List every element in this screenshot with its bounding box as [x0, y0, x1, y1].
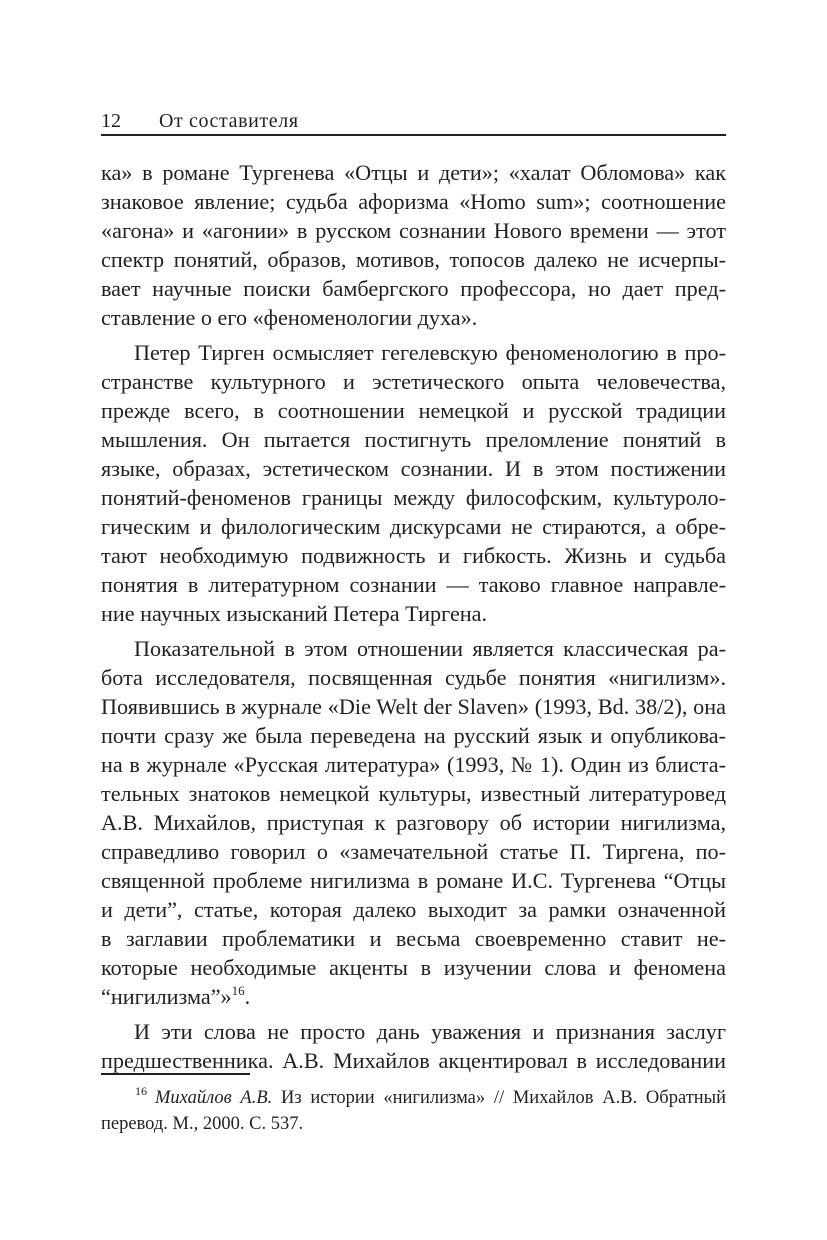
text-line: в заглавии проблематики и весьма своевременно ставит не-	[101, 926, 726, 951]
text-line-content: “нигилизма”»	[101, 984, 232, 1009]
text-line: бота исследователя, посвященная судьбе понятия «нигилизм».	[101, 665, 726, 690]
footnote-reference[interactable]: 16	[231, 983, 245, 998]
text-line: А.В. Михайлов, приступая к разговору об истории нигилизма,	[101, 810, 726, 835]
text-line: прежде всего, в соотношении немецкой и русской традиции	[101, 398, 726, 423]
footnote-line	[101, 1085, 726, 1111]
running-title: От составителя	[159, 110, 299, 132]
text-line: ставление о его «феноменологии духа».	[101, 305, 478, 330]
text-line: Петер Тирген осмысляет гегелевскую феноменологию в про-	[134, 340, 726, 365]
text-line: предшественника. А.В. Михайлов акцентировал в исследовании	[101, 1048, 726, 1073]
footnote-number: 16	[135, 1084, 147, 1098]
text-line: мышления. Он пытается постигнуть преломление понятий в	[101, 427, 726, 452]
footnote-line: перевод. М., 2000. С. 537.	[101, 1114, 304, 1134]
text-line: знаковое явление; судьба афоризма «Homo sum»; соотношение	[101, 189, 726, 214]
text-line: языке, образах, эстетическом сознании. И в этом постижении	[101, 456, 726, 481]
text-line: тельных знатоков немецкой культуры, известный литературовед	[101, 781, 726, 806]
paragraph	[101, 158, 726, 332]
text-line: странстве культурного и эстетического опыта человечества,	[101, 369, 726, 394]
text-line: «агона» и «агонии» в русском сознании Нового времени — этот	[101, 218, 726, 243]
text-line: спектр понятий, образов, мотивов, топосов далеко не исчерпы-	[101, 247, 726, 272]
footnote-separator	[101, 1073, 250, 1075]
page-number: 12	[101, 110, 121, 132]
text-line: ние научных изысканий Петера Тиргена.	[101, 601, 488, 626]
running-header	[101, 108, 726, 136]
footnote	[101, 1085, 726, 1137]
text-line: почти сразу же была переведена на русский язык и опубликова-	[101, 723, 726, 748]
text-line: которые необходимые акценты в изучении слова и феномена	[101, 955, 726, 980]
main-text	[101, 158, 726, 1075]
paragraph	[101, 1017, 726, 1075]
footnote-author: Михайлов А.В.	[155, 1088, 273, 1108]
paragraph	[101, 338, 726, 628]
text-line: Появившись в журнале «Die Welt der Slaven» (1993, Bd. 38/2), она	[101, 694, 726, 719]
text-line: Показательной в этом отношении является классическая ра-	[134, 636, 726, 661]
text-line-end: .	[244, 984, 251, 1009]
text-line	[101, 982, 726, 1011]
text-line: И эти слова не просто дань уважения и признания заслуг	[134, 1019, 726, 1044]
text-line: на в журнале «Русская литература» (1993, № 1). Один из блиста-	[101, 752, 726, 777]
text-line: гическим и филологическим дискурсами не стираются, а обре-	[101, 514, 726, 539]
text-line: и дети”, статье, которая далеко выходит за рамки означенной	[101, 897, 726, 922]
text-line: тают необходимую подвижность и гибкость. Жизнь и судьба	[101, 543, 726, 568]
footnote-text: Из истории «нигилизма» // Михайлов А.В. Обратный	[281, 1088, 727, 1108]
text-line: вает научные поиски бамбергского профессора, но дает пред-	[101, 276, 726, 301]
text-line: понятия в литературном сознании — таково главное направле-	[101, 572, 726, 597]
paragraph	[101, 634, 726, 1011]
text-line: справедливо говорил о «замечательной статье П. Тиргена, по-	[101, 839, 726, 864]
text-line: ка» в романе Тургенева «Отцы и дети»; «халат Обломова» как	[101, 160, 726, 185]
text-line: понятий-феноменов границы между философским, культуроло-	[101, 485, 726, 510]
text-line: священной проблеме нигилизма в романе И.С. Тургенева “Отцы	[101, 868, 726, 893]
